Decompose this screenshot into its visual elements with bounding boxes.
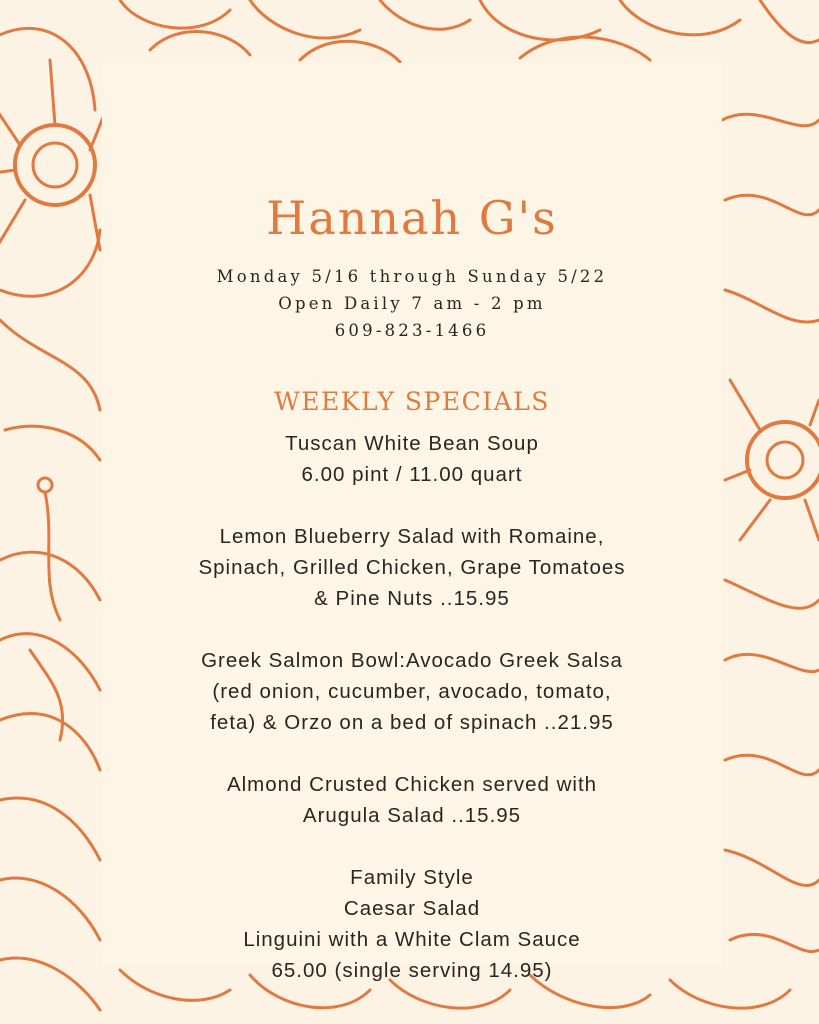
item-line: Caesar Salad [343,897,481,920]
item-line: Tuscan White Bean Soup [285,432,539,455]
special-item [102,645,722,738]
item-line: Spinach, Grilled Chicken, Grape Tomatoes [198,556,626,579]
item-line: Linguini with a White Clam Sauce [243,928,581,951]
item-line: 65.00 (single serving 14.95) [271,959,553,982]
item-line: Greek Salmon Bowl:Avocado Greek Salsa [201,649,623,672]
menu-card [102,63,722,982]
special-item [102,521,722,614]
restaurant-name: Hannah G's [266,191,558,245]
dates-line: Monday 5/16 through Sunday 5/22 [216,267,608,286]
item-line: Lemon Blueberry Salad with Romaine, [219,525,605,548]
item-line: Almond Crusted Chicken served with [226,773,598,796]
special-item [102,428,722,490]
specials-heading: WEEKLY SPECIALS [274,387,550,416]
item-line: & Pine Nuts ..15.95 [314,587,510,610]
hours-line: Open Daily 7 am - 2 pm [278,294,546,313]
item-line: Family Style [350,866,474,889]
specials-list [102,428,722,1017]
item-line: 6.00 pint / 11.00 quart [301,463,523,486]
item-line: (red onion, cucumber, avocado, tomato, [212,680,612,703]
item-line: Arugula Salad ..15.95 [302,804,522,827]
info-block [102,263,722,344]
item-line: feta) & Orzo on a bed of spinach ..21.95 [210,711,614,734]
special-item [102,862,722,986]
phone-line: 609-823-1466 [334,321,490,340]
special-item [102,769,722,831]
